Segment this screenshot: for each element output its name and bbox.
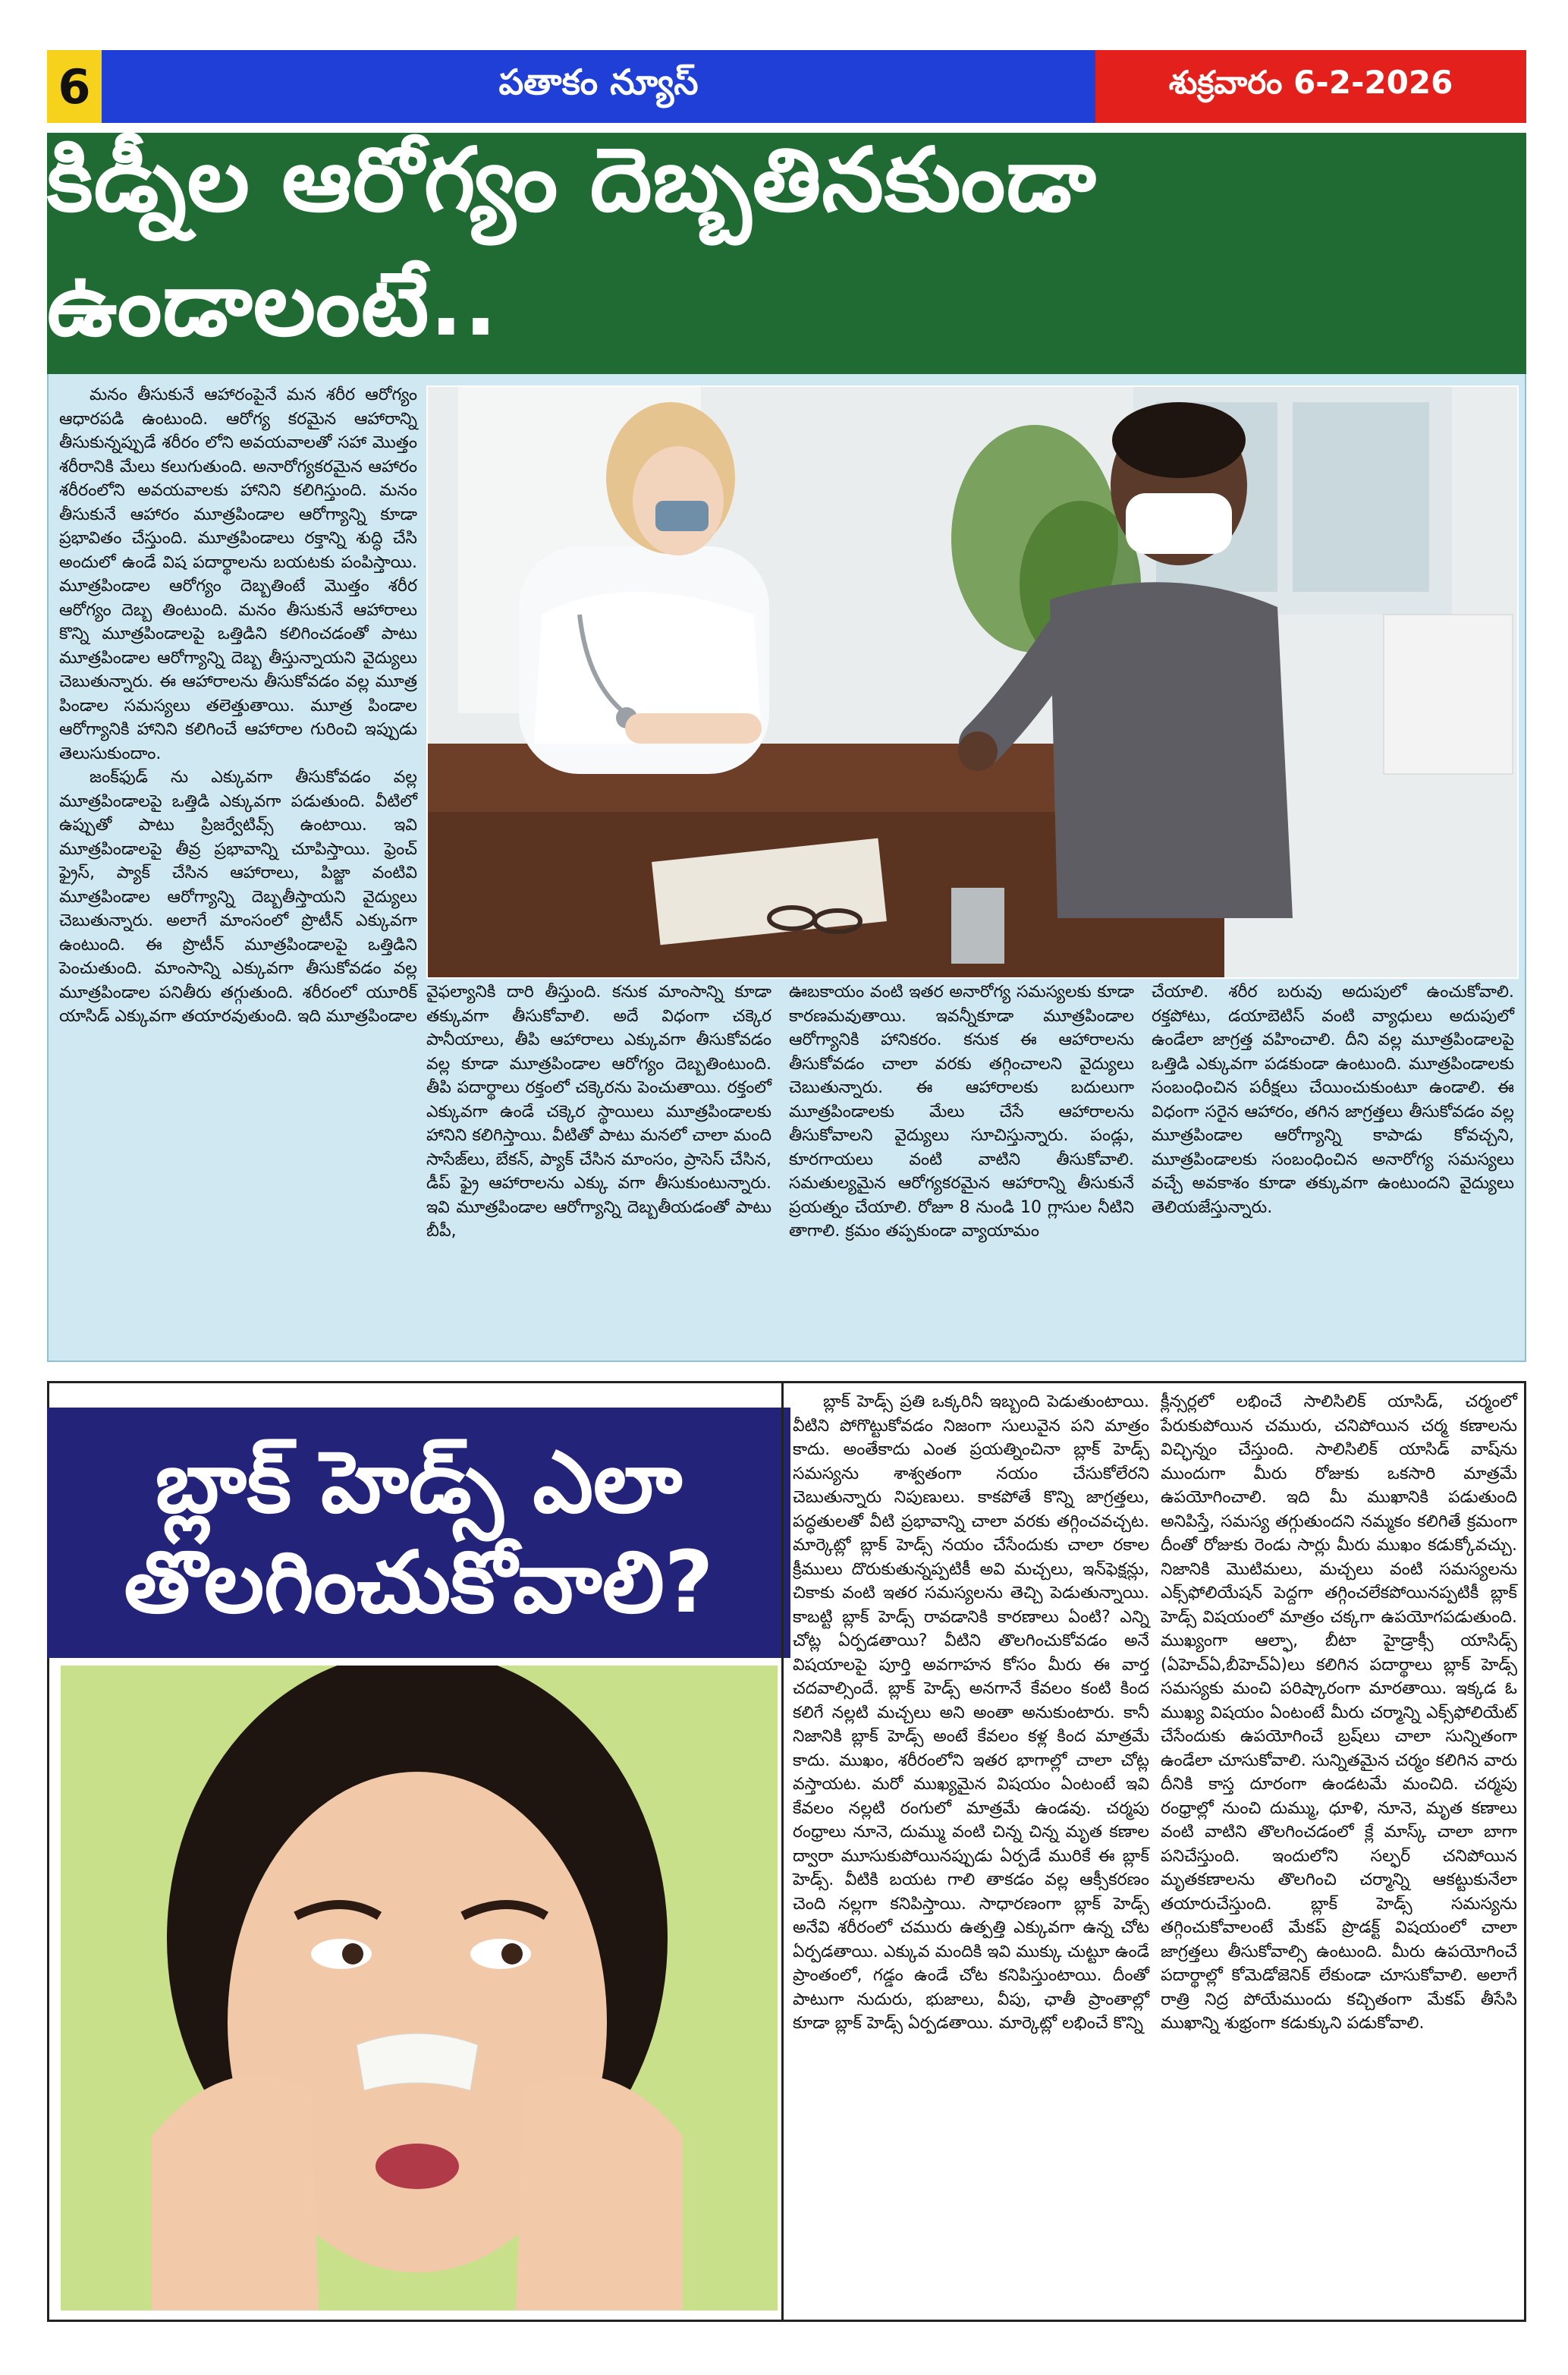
kidney-article-paragraph: జంక్‌ఫుడ్ ను ఎక్కువగా తీసుకోవడం వల్ల మూత్రపిండాలపై ఒత్తిడి ఎక్కువగా పడుతుంది. వీటిలో ఉప్పుతో పాటు ప్రిజర్వేటివ్స్ ఉంటాయి. ఇవి మూత్రపిండాలపై తీవ్ర ప్రభావాన్ని చూపిస్తాయి. ఫ్రెంచ్ ఫ్రైస్, ప్యాక్ చేసిన ఆహారాలు, పిజ్జా వంటివి మూత్రపిండాల ఆరోగ్యాన్ని దెబ్బతీస్తాయని వైద్యులు చెబుతున్నారు. అలాగే మాంసంలో ప్రొటీన్ ఎక్కువగా ఉంటుంది. ఈ ప్రొటీన్ మూత్రపిండాలపై ఒత్తిడిని పెంచుతుంది. మాంసాన్ని ఎక్కువగా తీసుకోవడం వల్ల మూత్రపిండాల పనితీరు తగ్గుతుంది. శరీరంలో యూరిక్ యాసిడ్ ఎక్కువగా తయారవుతుంది. ఇది మూత్రపిండాల: [59, 768, 417, 1026]
kidney-article-column-1: [59, 383, 417, 1029]
blackheads-article-column-2: [1161, 1390, 1517, 2036]
headline-line-1: బ్లాక్ హెడ్స్ ఎలా: [155, 1433, 683, 1532]
doctor-patient-photo: [426, 385, 1519, 979]
column-divider: [781, 1381, 784, 2322]
blackheads-article-paragraph: క్లీన్సర్లలో లభించే సాలిసిలిక్ యాసిడ్, చర్మంలో పేరుకుపోయిన చమురు, చనిపోయిన చర్మ కణాలను విచ్ఛిన్నం చేస్తుంది. సాలిసిలిక్ యాసిడ్ వాష్‌ను ముందుగా మీరు రోజుకు ఒకసారి మాత్రమే ఉపయోగించాలి. ఇది మీ ముఖానికి పడుతుంది అనిపిస్తే, సమస్య తగ్గుతుందని నమ్మకం కలిగితే క్రమంగా దీంతో రోజుకు రెండు సార్లు మీరు ముఖం కడుక్కోవచ్చు. నిజానికి మొటిమలు, మచ్చలు వంటి సమస్యలను ఎక్స్‌ఫోలియేషన్ పెద్దగా తగ్గించలేకపోయినప్పటికీ బ్లాక్ హెడ్స్ విషయంలో మాత్రం చక్కగా ఉపయోగపడుతుంది. ముఖ్యంగా ఆల్ఫా, బీటా హైడ్రాక్సీ యాసిడ్స్ (ఏహెచ్ఏ,బీహెచ్ఏ)లు కలిగిన పదార్థాలు బ్లాక్ హెడ్స్ సమస్యకు మంచి పరిష్కారంగా మారతాయి. ఇక్కడ ఓ ముఖ్య విషయం ఏంటంటే మీరు చర్మాన్ని ఎక్స్‌ఫోలియేట్ చేసేందుకు ఉపయోగించే బ్రష్‌లు చాలా సున్నితంగా ఉండేలా చూసుకోవాలి. సున్నితమైన చర్మం కలిగిన వారు దీనికి కాస్త దూరంగా ఉండటమే మంచిది. చర్మపు రంధ్రాల్లో నుంచి దుమ్ము, ధూళి, నూనె, మృత కణాలు వంటి వాటిని తొలగించడంలో క్లే మాస్క్ చాలా బాగా పనిచేస్తుంది. ఇందులోని సల్ఫర్ చనిపోయిన మృతకణాలను తొలగించి చర్మాన్ని ఆకట్టుకునేలా తయారుచేస్తుంది. బ్లాక్ హెడ్స్ సమస్యను తగ్గించుకోవాలంటే మేకప్ ప్రొడక్ట్ విషయంలో చాలా జాగ్రత్తలు తీసుకోవాల్సి ఉంటుంది. మీరు ఉపయోగించే పదార్థాల్లో కోమెడోజెనిక్ లేకుండా చూసుకోవాలి. అలాగే రాత్రి నిద్ర పోయేముందు కచ్చితంగా మేకప్ తీసేసి ముఖాన్ని శుభ్రంగా కడుక్కుని పడుకోవాలి.: [1161, 1392, 1517, 2033]
paper-name: పతాకం న్యూస్: [102, 50, 1095, 123]
headline-line-2: తొలగించుకోవాలి?: [124, 1534, 714, 1632]
blackheads-article-column-1: [793, 1390, 1149, 2036]
kidney-article-paragraph: వైఫల్యానికి దారి తీస్తుంది. కనుక మాంసాన్ని కూడా తక్కువగా తీసుకోవాలి. అదే విధంగా చక్కెర పానీయాలు, తీపి ఆహారాలు ఎక్కువగా తీసుకోవడం వల్ల కూడా మూత్రపిండాల ఆరోగ్యం దెబ్బతింటుంది. తీపి పదార్థాలు రక్తంలో చక్కెరను పెంచుతాయి. రక్తంలో ఎక్కువగా ఉండే చక్కెర స్థాయిలు మూత్రపిండాలకు హానిని కలిగిస్తాయి. వీటితో పాటు మనలో చాలా మంది సాసేజ్‌లు, బేకన్, ప్యాక్ చేసిన మాంసం, ప్రాసెస్ చేసిన, డీప్ ఫ్రై ఆహారాలను ఎక్కు వగా తీసుకుంటున్నారు. ఇవి మూత్రపిండాల ఆరోగ్యాన్ని దెబ్బతీయడంతో పాటు బీపీ,: [426, 983, 771, 1241]
kidney-article-column-3: [789, 980, 1134, 1244]
kidney-article-paragraph: చేయాలి. శరీర బరువు అదుపులో ఉంచుకోవాలి. రక్తపోటు, డయాబెటిస్ వంటి వ్యాధులు అదుపులో ఉండేలా జాగ్రత్త వహించాలి. దీని వల్ల మూత్రపిండాలపై ఒత్తిడి ఎక్కువగా పడకుండా ఉంటుంది. మూత్రపిండాలకు సంబంధించిన పరీక్షలు చేయించుకుంటూ ఉండాలి. ఈ విధంగా సరైన ఆహారం, తగిన జాగ్రత్తలు తీసుకోవడం వల్ల మూత్రపిండాల ఆరోగ్యాన్ని కాపాడు కోవచ్చని, మూత్రపిండాలకు సంబంధించిన అనారోగ్య సమస్యలు వచ్చే అవకాశం కూడా తక్కువగా ఉంటుందని వైద్యులు తెలియజేస్తున్నారు.: [1152, 983, 1514, 1217]
masthead: [47, 50, 1526, 123]
kidney-article-paragraph: మనం తీసుకునే ఆహారంపైనే మన శరీర ఆరోగ్యం ఆధారపడి ఉంటుంది. ఆరోగ్య కరమైన ఆహారాన్ని తీసుకున్నప్పుడే శరీరం లోని అవయవాలతో సహా మొత్తం శరీరానికి మేలు కలుగుతుంది. అనారోగ్యకరమైన ఆహారం శరీరంలోని అవయవాలకు హానిని కలిగిస్తుంది. మనం తీసుకునే ఆహారం మూత్రపిండాల ఆరోగ్యాన్ని కూడా ప్రభావితం చేస్తుంది. మూత్రపిండాలు రక్తాన్ని శుద్ధి చేసి అందులో ఉండే విష పదార్థాలను బయటకు పంపిస్తాయి. మూత్రపిండాల ఆరోగ్యం దెబ్బతింటే మొత్తం శరీర ఆరోగ్యం దెబ్బ తింటుంది. మనం తీసుకునే ఆహారాలు కొన్ని మూత్రపిండాలపై ఒత్తిడిని కలిగించడంతో పాటు మూత్రపిండాల ఆరోగ్యాన్ని దెబ్బ తీస్తున్నాయని వైద్యులు చెబుతున్నారు. ఈ ఆహారాలను తీసుకోవడం వల్ల మూత్ర పిండాల సమస్యలు తలెత్తుతాయి. మూత్ర పిండాల ఆరోగ్యానికి హానిని కలిగించే ఆహారాల గురించి ఇప్పుడు తెలుసుకుందాం.: [59, 385, 417, 763]
page-number: 6: [47, 50, 102, 123]
issue-date: శుక్రవారం 6-2-2026: [1095, 50, 1526, 123]
kidney-article-column-4: [1152, 980, 1514, 1219]
blackheads-article-paragraph: బ్లాక్ హెడ్స్ ప్రతి ఒక్కరినీ ఇబ్బంది పెడుతుంటాయి. వీటిని పోగొట్టుకోవడం నిజంగా సులువైన పని మాత్రం కాదు. అంతేకాదు ఎంత ప్రయత్నించినా బ్లాక్ హెడ్స్ సమస్యను శాశ్వతంగా నయం చేసుకోలేరని చెబుతున్నారు నిపుణులు. కాకపోతే కొన్ని జాగ్రత్తలు, పద్ధతులతో వీటి ప్రభావాన్ని చాలా వరకు తగ్గించవచ్చట. మార్కెట్లో బ్లాక్ హెడ్స్ నయం చేసేందుకు చాలా రకాల క్రీములు దొరుకుతున్నప్పటికీ అవి మచ్చలు, ఇన్‌ఫెక్షన్లు, చికాకు వంటి ఇతర సమస్యలను తెచ్చి పెడుతున్నాయి. కాబట్టి బ్లాక్ హెడ్స్ రావడానికి కారణాలు ఏంటి? ఎన్ని చోట్ల ఏర్పడతాయి? వీటిని తొలగించుకోవడం అనే విషయాలపై పూర్తి అవగాహన కోసం మీరు ఈ వార్త చదవాల్సిందే. బ్లాక్ హెడ్స్ అనగానే కేవలం కంటి కింద కలిగే నల్లటి మచ్చలు అని అంతా అనుకుంటారు. కానీ నిజానికి బ్లాక్ హెడ్స్ అంటే కేవలం కళ్ల కింద మాత్రమే కాదు. ముఖం, శరీరంలోని ఇతర భాగాల్లో చాలా చోట్ల వస్తాయట. మరో ముఖ్యమైన విషయం ఏంటంటే ఇవి కేవలం నల్లటి రంగులో మాత్రమే ఉండవు. చర్మపు రంధ్రాలు నూనె, దుమ్ము వంటి చిన్న చిన్న మృత కణాల ద్వారా మూసుకుపోయినప్పుడు ఏర్పడే మురికే ఈ బ్లాక్ హెడ్స్. వీటికి బయట గాలి తాకడం వల్ల ఆక్సీకరణం చెంది నల్లగా కనిపిస్తాయి. సాధారణంగా బ్లాక్ హెడ్స్ అనేవి శరీరంలో చమురు ఉత్పత్తి ఎక్కువగా ఉన్న చోట ఏర్పడతాయి. ఎక్కువ మందికి ఇవి ముక్కు చుట్టూ ఉండే ప్రాంతంలో, గడ్డం ఉండే చోట కనిపిస్తుంటాయి. దీంతో పాటుగా నుదురు, భుజాలు, వీపు, ఛాతీ ప్రాంతాల్లో కూడా బ్లాక్ హెడ్స్ ఏర్పడతాయి. మార్కెట్లో లభించే కొన్ని: [793, 1392, 1149, 2033]
woman-nose-strip-photo: [61, 1666, 778, 2311]
doctor-patient-illustration: [428, 387, 1519, 979]
blackheads-article-headline: [47, 1408, 790, 1658]
kidney-article-paragraph: ఊబకాయం వంటి ఇతర అనారోగ్య సమస్యలకు కూడా కారణమవుతాయి. ఇవన్నీకూడా మూత్రపిండాల ఆరోగ్యానికి హానికరం. కనుక ఈ ఆహారాలను తీసుకోవడం చాలా వరకు తగ్గించాలని వైద్యులు చెబుతున్నారు. ఈ ఆహారాలకు బదులుగా మూత్రపిండాలకు మేలు చేసే ఆహారాలను తీసుకోవాలని వైద్యులు సూచిస్తున్నారు. పండ్లు, కూరగాయలు వంటి వాటిని తీసుకోవాలి. సమతుల్యమైన ఆరోగ్యకరమైన ఆహారాన్ని తీసుకునే ప్రయత్నం చేయాలి. రోజూ 8 నుండి 10 గ్లాసుల నీటిని తాగాలి. క్రమం తప్పకుండా వ్యాయామం: [789, 983, 1134, 1241]
kidney-article-column-2: [426, 980, 771, 1244]
kidney-article-headline: కిడ్నీల ఆరోగ్యం దెబ్బతినకుండా ఉండాలంటే..: [47, 133, 1526, 374]
woman-nose-strip-illustration: [61, 1666, 778, 2311]
